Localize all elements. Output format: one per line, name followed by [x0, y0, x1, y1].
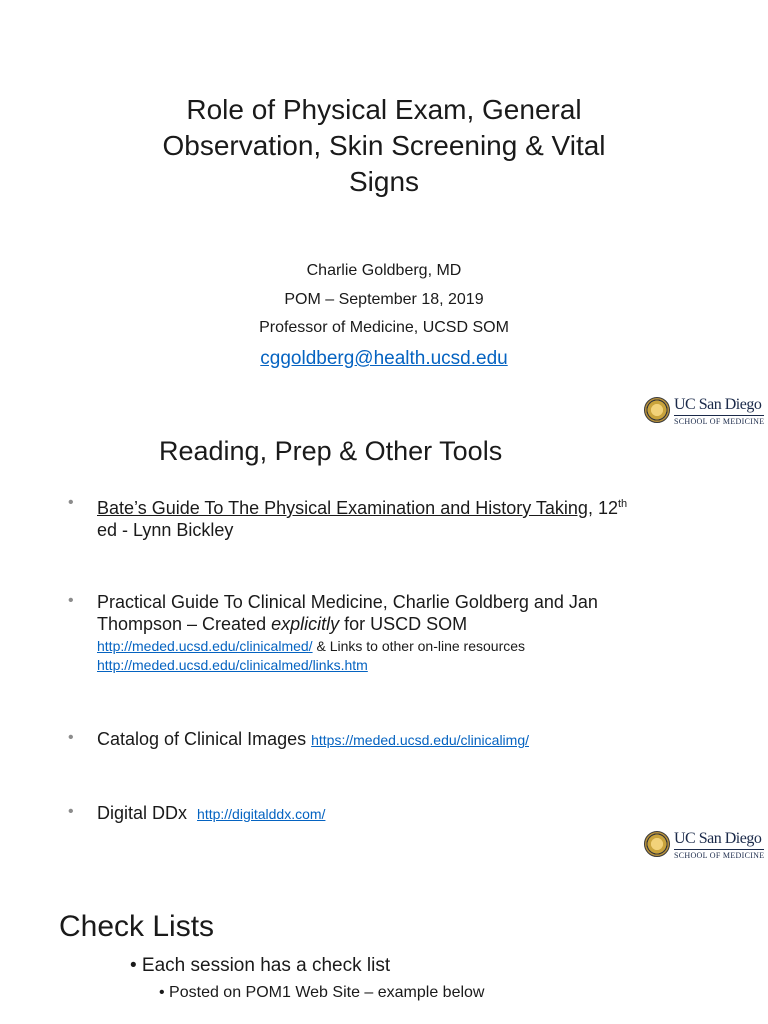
logo-main-text: UC San Diego [674, 396, 762, 413]
clinical-images-link[interactable]: https://meded.ucsd.edu/clinicalimg/ [311, 732, 529, 748]
bullet-icon: • [68, 803, 74, 820]
bullet-icon: • [68, 729, 74, 746]
logo-sub-text: SCHOOL OF MEDICINE [674, 417, 765, 426]
author-position: Professor of Medicine, UCSD SOM [259, 319, 509, 336]
bullet-icon: • [68, 494, 74, 511]
reading-item-bates: Bate’s Guide To The Physical Examination and History Taking, 12th ed - Lynn Bickley [97, 498, 628, 540]
ucsd-seal-icon [644, 397, 670, 423]
course-date: POM – September 18, 2019 [284, 291, 484, 308]
bullet-icon: • [68, 592, 74, 609]
reading-heading: Reading, Prep & Other Tools [159, 436, 503, 466]
clinicalmed-link[interactable]: http://meded.ucsd.edu/clinicalmed/ [97, 638, 313, 654]
digital-ddx-link[interactable]: http://digitalddx.com/ [197, 806, 326, 822]
title-line-1: Role of Physical Exam, General [186, 94, 582, 125]
reading-item-digital-ddx: Digital DDx http://digitalddx.com/ [97, 803, 326, 823]
check-list-item: • Each session has a check list [130, 955, 391, 976]
clinicalmed-links-link[interactable]: http://meded.ucsd.edu/clinicalmed/links.htm [97, 657, 368, 673]
logo-main-text: UC San Diego [674, 830, 762, 847]
email-link-wrap [0, 348, 768, 370]
title-line-2: Observation, Skin Screening & Vital [162, 130, 606, 161]
slide-title [0, 92, 768, 200]
author-name: Charlie Goldberg, MD [306, 262, 462, 279]
bates-guide-title: Bate’s Guide To The Physical Examination and History Taking [97, 498, 588, 518]
clinicalmed-line: http://meded.ucsd.edu/clinicalmed/ & Links to other on-line resources [97, 638, 526, 654]
check-lists-heading: Check Lists [59, 910, 215, 943]
reading-item-catalog: Catalog of Clinical Images https://meded.ucsd.edu/clinicalimg/ [97, 729, 529, 749]
email-link[interactable]: cggoldberg@health.ucsd.edu [260, 348, 508, 369]
ucsd-logo [644, 830, 764, 864]
check-list-subitem: • Posted on POM1 Web Site – example below [159, 984, 485, 1001]
reading-item-practical-guide: Practical Guide To Clinical Medicine, Charlie Goldberg and Jan Thompson – Created explicitly for USCD SOM [97, 592, 598, 634]
links-line [97, 657, 368, 673]
ucsd-logo [644, 396, 764, 430]
title-line-3: Signs [348, 166, 420, 197]
logo-sub-text: SCHOOL OF MEDICINE [674, 851, 765, 860]
ucsd-seal-icon [644, 831, 670, 857]
